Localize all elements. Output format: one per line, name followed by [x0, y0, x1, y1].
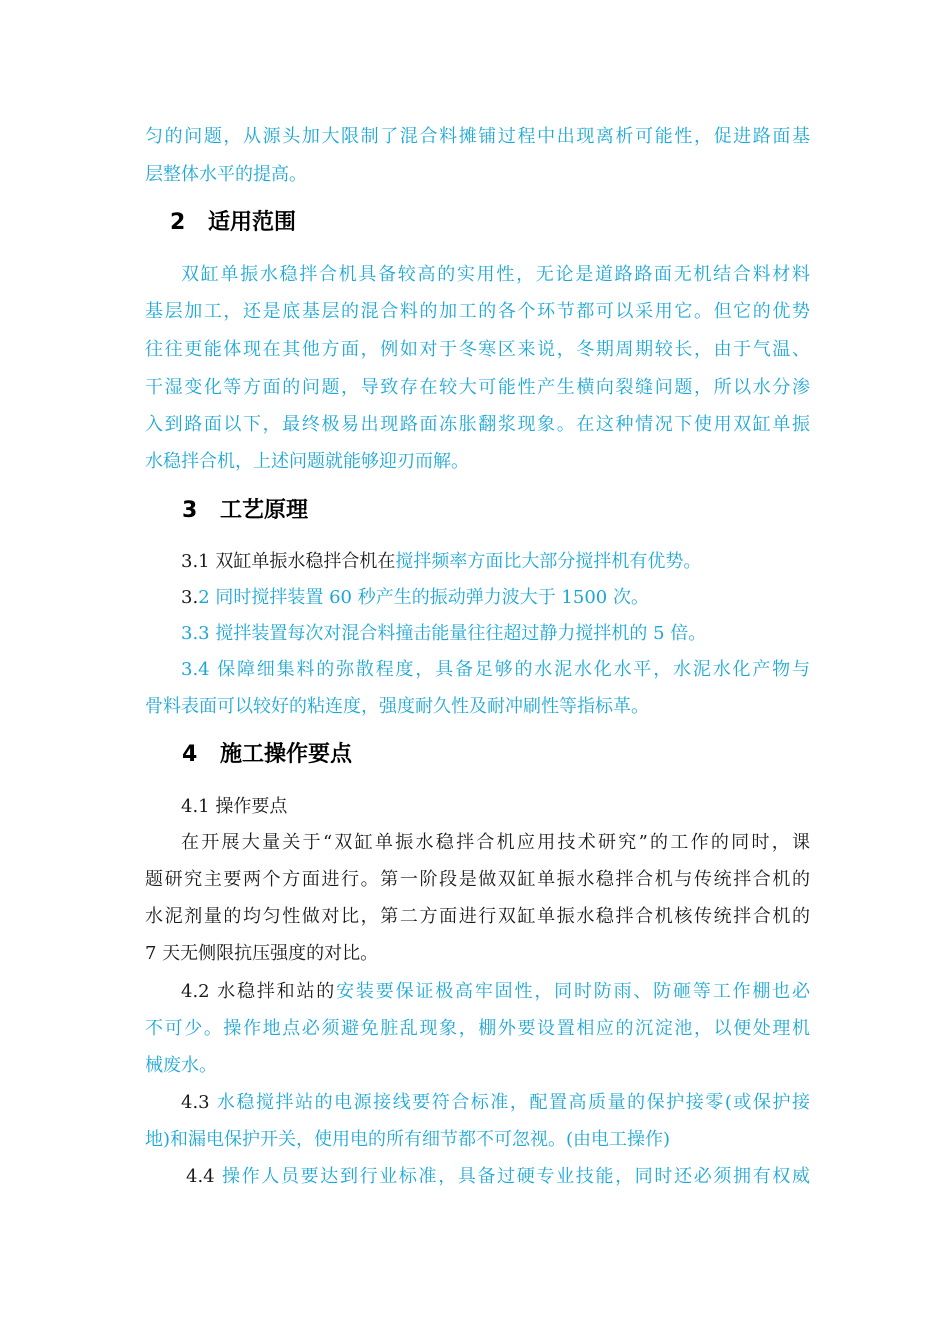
s3-item-4-line-1: 3.4 保障细集料的弥散程度，具备足够的水泥水化水平，水泥水化产物与	[181, 659, 810, 680]
s4-p4-lead: 4.4	[186, 1166, 223, 1187]
section-4-title: 施工操作要点	[220, 742, 353, 767]
s4-p2-line-2: 不可少。操作地点必须避免脏乱现象，棚外要设置相应的沉淀池，以便处理机	[145, 1018, 810, 1039]
s4-p1-line-1: 在开展大量关于“双缸单振水稳拌合机应用技术研究”的工作的同时，课	[181, 832, 810, 853]
s2-line-3: 往往更能体现在其他方面，例如对于冬寒区来说，冬期周期较长，由于气温、	[145, 339, 810, 360]
s3-item-1-text: 搅拌频率方面比大部分搅拌机有优势。	[395, 551, 702, 572]
s4-p2-line-1	[181, 978, 810, 1006]
s2-line-4: 干湿变化等方面的问题，导致存在较大可能性产生横向裂缝问题，所以水分渗	[145, 377, 810, 398]
s4-p1-line-4: 7 天无侧限抗压强度的对比。	[145, 943, 379, 964]
intro-line-1: 匀的问题，从源头加大限制了混合料摊铺过程中出现离析可能性，促进路面基	[145, 126, 810, 147]
s4-p2-line-3: 械废水。	[145, 1055, 217, 1076]
s4-p3-text: 水稳搅拌站的电源接线要符合标准，配置高质量的保护接零(或保护接	[216, 1092, 810, 1113]
s4-p1-line-3: 水泥剂量的均匀性做对比，第二方面进行双缸单振水稳拌合机核传统拌合机的	[145, 906, 810, 927]
section-2-number: 2	[170, 210, 186, 235]
s4-p2-text: 安装要保证极高牢固性，同时防雨、防砸等工作棚也必	[336, 981, 810, 1002]
s4-p3-line-1	[181, 1089, 810, 1117]
section-4-heading	[182, 740, 352, 770]
s4-p4-text: 操作人员要达到行业标准，具备过硬专业技能，同时还必须拥有权威	[222, 1166, 810, 1187]
s2-line-2: 基层加工，还是底基层的混合料的加工的各个环节都可以采用它。但它的优势	[145, 301, 810, 322]
s4-p1-line-2: 题研究主要两个方面进行。第一阶段是做双缸单振水稳拌合机与传统拌合机的	[145, 869, 810, 890]
s3-item-2	[181, 584, 810, 612]
section-3-number: 3	[182, 498, 198, 523]
section-2-heading	[170, 208, 296, 238]
section-4-number: 4	[182, 742, 198, 767]
s4-p2-lead: 4.2 水稳拌和站的	[181, 981, 337, 1002]
s3-item-1-lead: 3.1 双缸单振水稳拌合机在	[181, 551, 396, 572]
section-3-heading	[182, 496, 308, 526]
s3-item-2-lead: 3.	[181, 587, 199, 608]
section-2-title: 适用范围	[208, 210, 297, 235]
s3-item-1	[181, 548, 810, 576]
section-3-title: 工艺原理	[220, 498, 309, 523]
s3-item-4-line-2: 骨料表面可以较好的粘连度，强度耐久性及耐冲刷性等指标革。	[145, 696, 649, 717]
s2-line-1: 双缸单振水稳拌合机具备较高的实用性，无论是道路路面无机结合料材料	[181, 264, 810, 285]
s2-line-6: 水稳拌合机，上述问题就能够迎刃而解。	[145, 451, 469, 472]
s3-item-2-text: 2 同时搅拌装置 60 秒产生的振动弹力波大于 1500 次。	[198, 587, 649, 608]
s2-line-5: 入到路面以下，最终极易出现路面冻胀翻浆现象。在这种情况下使用双缸单振	[145, 414, 810, 435]
s4-subheading-4-1: 4.1 操作要点	[181, 796, 288, 817]
s3-item-3: 3.3 搅拌装置每次对混合料撞击能量往往超过静力搅拌机的 5 倍。	[181, 623, 707, 644]
intro-line-2: 层整体水平的提高。	[145, 164, 307, 185]
s4-p3-line-2: 地)和漏电保护开关，使用电的所有细节都不可忽视。(由电工操作)	[145, 1129, 671, 1150]
s4-p3-lead: 4.3	[181, 1092, 217, 1113]
s4-p4-line-1	[186, 1163, 810, 1191]
